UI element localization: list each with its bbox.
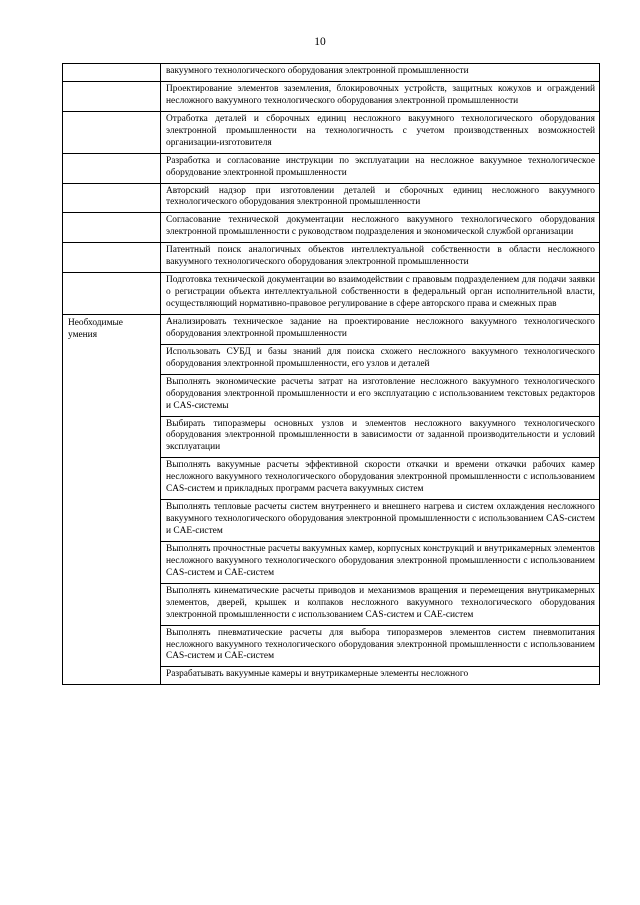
content-cell: Выполнять прочностные расчеты вакуумных камер, корпусных конструкций и внутрикамерных элементов несложного вакуумного технологического оборудования электронной промышленности с использованием CAS-систем и CAE-систем <box>161 541 600 583</box>
label-cell-empty <box>63 64 161 82</box>
table-row-skills-first <box>63 314 600 344</box>
content-cell: Разрабатывать вакуумные камеры и внутрикамерные элементы несложного <box>161 667 600 685</box>
content-cell: Согласование технической документации несложного вакуумного технологического оборудования электронной промышленности с руководством подразделения и экономической службой организации <box>161 213 600 243</box>
content-cell: Выполнять вакуумные расчеты эффективной скорости откачки и времени откачки рабочих камер несложного вакуумного технологического оборудования электронной промышленности с использованием CAS-систем и прикладных программ расчета вакуумных систем <box>161 458 600 500</box>
skills-label-line2: умения <box>68 330 98 341</box>
skills-label-cell <box>63 314 161 684</box>
content-cell: Выполнять тепловые расчеты систем внутреннего и внешнего нагрева и систем охлаждения несложного вакуумного технологического оборудования электронной промышленности с использованием CAS-систем и CAE-систем <box>161 500 600 542</box>
label-cell-empty <box>63 273 161 315</box>
content-cell: Анализировать техническое задание на проектирование несложного вакуумного технологического оборудования электронной промышленности <box>161 314 600 344</box>
content-cell: Патентный поиск аналогичных объектов интеллектуальной собственности в области несложного вакуумного технологического оборудования электронной промышленности <box>161 243 600 273</box>
table-row <box>63 81 600 111</box>
content-cell: Авторский надзор при изготовлении деталей и сборочных единиц несложного вакуумного технологического оборудования электронной промышленности <box>161 183 600 213</box>
content-cell: Выполнять пневматические расчеты для выбора типоразмеров элементов систем пневмопитания несложного вакуумного технологического оборудования электронной промышленности с использованием CAS-систем и CAE-систем <box>161 625 600 667</box>
content-cell: Подготовка технической документации во взаимодействии с правовым подразделением для подачи заявки о регистрации объекта интеллектуальной собственности в федеральный орган исполнительной власти, осуществляющий нормативно-правовое регулирование в сфере авторского права и смежных прав <box>161 273 600 315</box>
label-cell-empty <box>63 213 161 243</box>
label-cell-empty <box>63 153 161 183</box>
content-cell: Разработка и согласование инструкции по эксплуатации на несложное вакуумное технологическое оборудование электронной промышленности <box>161 153 600 183</box>
content-cell: Выполнять кинематические расчеты приводов и механизмов вращения и перемещения внутрикамерных элементов, дверей, крышек и колпаков несложного вакуумного технологического оборудования электронной промышленности с использованием CAS-систем и CAE-систем <box>161 583 600 625</box>
table-row <box>63 111 600 153</box>
content-cell: Выбирать типоразмеры основных узлов и элементов несложного вакуумного технологического оборудования электронной промышленности в зависимости от заданной производительности и условий эксплуатации <box>161 416 600 458</box>
content-cell: Отработка деталей и сборочных единиц несложного вакуумного технологического оборудования электронной промышленности на технологичность с учетом производственных возможностей организации-изготовителя <box>161 111 600 153</box>
label-cell-empty <box>63 183 161 213</box>
table <box>62 63 600 685</box>
content-cell: Проектирование элементов заземления, блокировочных устройств, защитных кожухов и ограждений несложного вакуумного технологического оборудования электронной промышленности <box>161 81 600 111</box>
page-number: 10 <box>314 36 326 48</box>
label-cell-empty <box>63 81 161 111</box>
content-cell: Выполнять экономические расчеты затрат на изготовление несложного вакуумного технологического оборудования электронной промышленности и его эксплуатацию с использованием текстовых редакторов и CAS-системы <box>161 374 600 416</box>
table-row <box>63 243 600 273</box>
skills-label-line1: Необходимые <box>68 317 123 328</box>
content-cell: Использовать СУБД и базы знаний для поиска схожего несложного вакуумного технологического оборудования электронной промышленности, его узлов и деталей <box>161 344 600 374</box>
label-cell-empty <box>63 243 161 273</box>
table-row <box>63 183 600 213</box>
table-row <box>63 273 600 315</box>
requirements-table <box>62 63 599 685</box>
content-cell: вакуумного технологического оборудования электронной промышленности <box>161 64 600 82</box>
table-row <box>63 153 600 183</box>
table-row <box>63 64 600 82</box>
label-cell-empty <box>63 111 161 153</box>
table-row <box>63 213 600 243</box>
